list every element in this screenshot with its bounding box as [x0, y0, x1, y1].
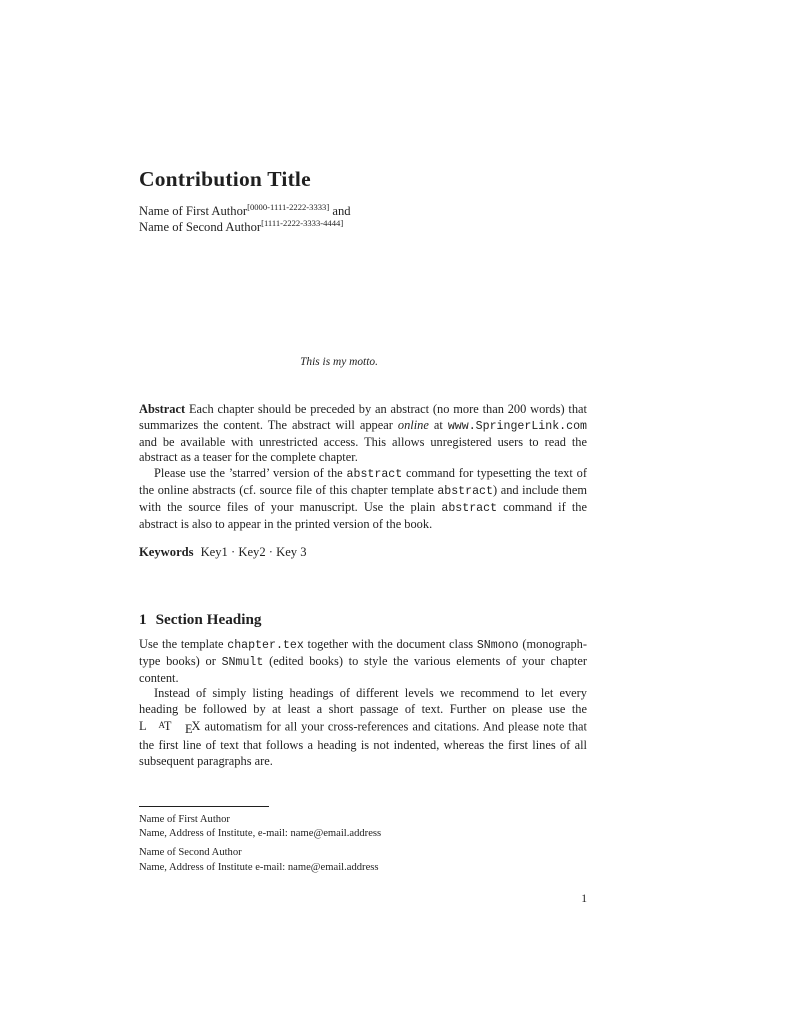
body-text: together with the document class	[303, 637, 477, 651]
keywords-line	[139, 545, 587, 560]
section-1-body	[139, 637, 587, 770]
body-text: automatism for all your cross-references and citations. And please note that the first line of text that follows a heading is not indented, whereas the first lines of all subsequent paragraphs are.	[139, 719, 587, 768]
abstract	[139, 402, 587, 532]
body-paragraph-2	[139, 686, 587, 769]
footnote-author-1	[139, 813, 587, 841]
latex-letter: A	[158, 719, 165, 730]
latex-letter: X	[191, 719, 201, 734]
abstract-label: Abstract	[139, 402, 186, 416]
author-1-name: Name of First Author	[139, 204, 248, 218]
page-number: 1	[581, 892, 587, 905]
section-title: Section Heading	[155, 610, 262, 628]
author-line-2	[139, 217, 587, 236]
abstract-command: abstract	[441, 501, 498, 515]
body-text: (edited books) to style the various elements of your chapter content.	[139, 653, 587, 685]
body-text: (monograph-type books) or	[139, 637, 588, 668]
abstract-paragraph-1	[139, 402, 587, 466]
abstract-paragraph-2	[139, 466, 587, 532]
footnote-author-2	[139, 846, 587, 874]
footnote-2-address: Name, Address of Institute e-mail: name@email.address	[139, 861, 379, 873]
body-paragraph-1	[139, 637, 587, 686]
abstract-text: ) and include them with the source files of your manuscript. Use the plain	[139, 482, 587, 514]
footnote-2-name: Name of Second Author	[139, 847, 242, 859]
keywords-label: Keywords	[139, 545, 194, 559]
body-text: Use the template	[139, 637, 228, 651]
chapter-tex-filename: chapter.tex	[227, 639, 304, 652]
motto: This is my motto.	[300, 356, 378, 368]
section-number: 1	[139, 610, 147, 628]
footnote-rule	[139, 806, 269, 807]
abstract-command: abstract	[346, 468, 403, 482]
author-1-orcid: [0000-1111-2222-3333]	[247, 201, 330, 212]
footnote-1-address: Name, Address of Institute, e-mail: name@email.address	[139, 828, 382, 840]
footnote-1-name: Name of First Author	[139, 814, 230, 825]
snmono-class: SNmono	[476, 639, 519, 652]
springerlink-url: www.SpringerLink.com	[447, 419, 587, 433]
snmult-class: SNmult	[221, 655, 264, 669]
body-text: Instead of simply listing headings of different levels we recommend to let every heading be followed by at least a short passage of text. Further on please use the	[139, 686, 587, 717]
author-2-orcid: [1111-2222-3333-4444]	[261, 217, 344, 228]
abstract-text: at	[428, 417, 448, 432]
author-line-1	[139, 201, 587, 220]
abstract-text: command for typesetting the text of the online abstracts (cf. source file of this chapter template	[139, 466, 587, 497]
abstract-command: abstract	[437, 484, 493, 498]
abstract-text: Please use the ’starred’ version of the	[154, 466, 347, 481]
abstract-text: command if the abstract is also to appear in the printed version of the book.	[139, 499, 587, 531]
latex-letter: L	[139, 719, 147, 734]
contribution-title: Contribution Title	[139, 167, 311, 192]
abstract-text: and be available with unrestricted access. This allows unregistered users to read the abstract as a teaser for the complete chapter.	[139, 434, 587, 465]
latex-letter: T	[163, 719, 172, 734]
section-1-heading	[139, 611, 587, 629]
text-block	[139, 0, 587, 1028]
keywords-values: Key1 · Key2 · Key 3	[200, 545, 307, 559]
abstract-text: Each chapter should be preceded by an abstract (no more than 200 words) that summarizes the content. The abstract will appear	[139, 402, 587, 432]
author-list	[139, 201, 587, 235]
latex-logo	[139, 719, 201, 737]
abstract-online-word: online	[397, 417, 429, 432]
author-join-word: and	[329, 204, 351, 218]
author-footnotes	[139, 813, 587, 880]
latex-letter: E	[185, 722, 193, 737]
author-2-name: Name of Second Author	[139, 219, 262, 234]
